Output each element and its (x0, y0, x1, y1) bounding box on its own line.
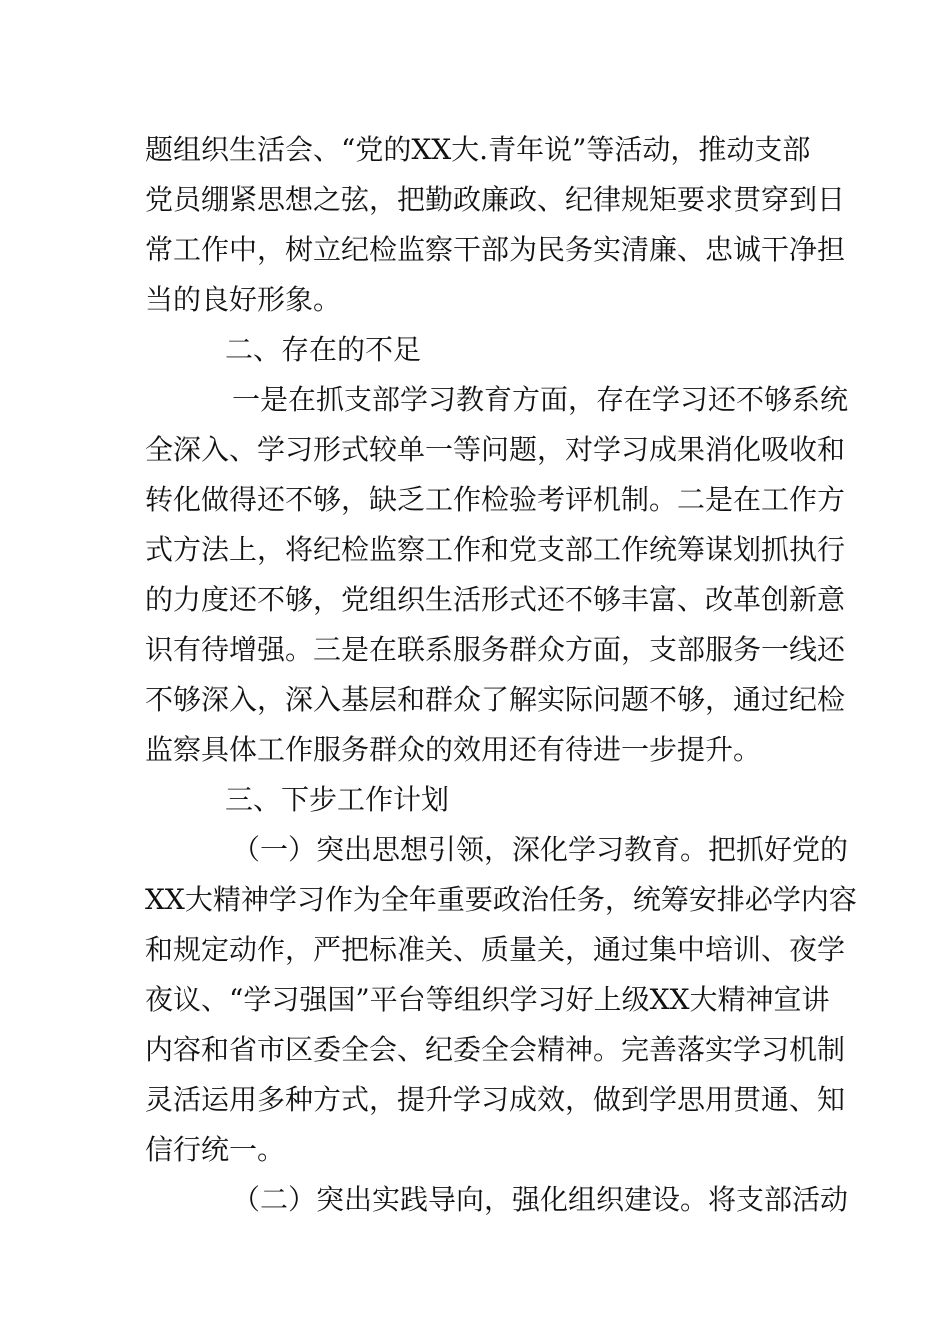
text-line: 当的良好形象。 (145, 283, 342, 316)
text-line: 夜议、“学习强国”平台等组织学习好上级XX大精神宣讲 (145, 983, 830, 1016)
text-line: 全深入、学习形式较单一等问题，对学习成果消化吸收和 (145, 433, 846, 466)
text-line: 和规定动作，严把标准关、质量关，通过集中培训、夜学 (145, 933, 846, 966)
text-line: 监察具体工作服务群众的效用还有待进一步提升。 (145, 733, 762, 766)
text-line: 信行统一。 (145, 1133, 286, 1166)
text-line: XX大精神学习作为全年重要政治任务，统筹安排必学内容 (145, 883, 857, 916)
subsection-heading: （二）突出实践导向，强化组织建设。将支部活动 (232, 1183, 849, 1216)
section-heading: 二、存在的不足 (225, 333, 422, 366)
text-line: 一是在抓支部学习教育方面，存在学习还不够系统 (232, 383, 849, 416)
text-line: 党员绷紧思想之弦，把勤政廉政、纪律规矩要求贯穿到日 (145, 183, 846, 216)
section-heading: 三、下步工作计划 (225, 783, 450, 816)
text-line: 常工作中，树立纪检监察干部为民务实清廉、忠诚干净担 (145, 233, 846, 266)
subsection-heading: （一）突出思想引领，深化学习教育。把抓好党的 (232, 833, 849, 866)
text-line: 灵活运用多种方式，提升学习成效，做到学思用贯通、知 (145, 1083, 846, 1116)
text-line: 内容和省市区委全会、纪委全会精神。完善落实学习机制 (145, 1033, 846, 1066)
text-line: 转化做得还不够，缺乏工作检验考评机制。二是在工作方 (145, 483, 846, 516)
text-line: 题组织生活会、“党的XX大.青年说”等活动，推动支部 (145, 133, 811, 166)
text-line: 识有待增强。三是在联系服务群众方面，支部服务一线还 (145, 633, 846, 666)
text-line: 的力度还不够，党组织生活形式还不够丰富、改革创新意 (145, 583, 846, 616)
text-line: 式方法上，将纪检监察工作和党支部工作统筹谋划抓执行 (145, 533, 846, 566)
text-line: 不够深入，深入基层和群众了解实际问题不够，通过纪检 (145, 683, 846, 716)
